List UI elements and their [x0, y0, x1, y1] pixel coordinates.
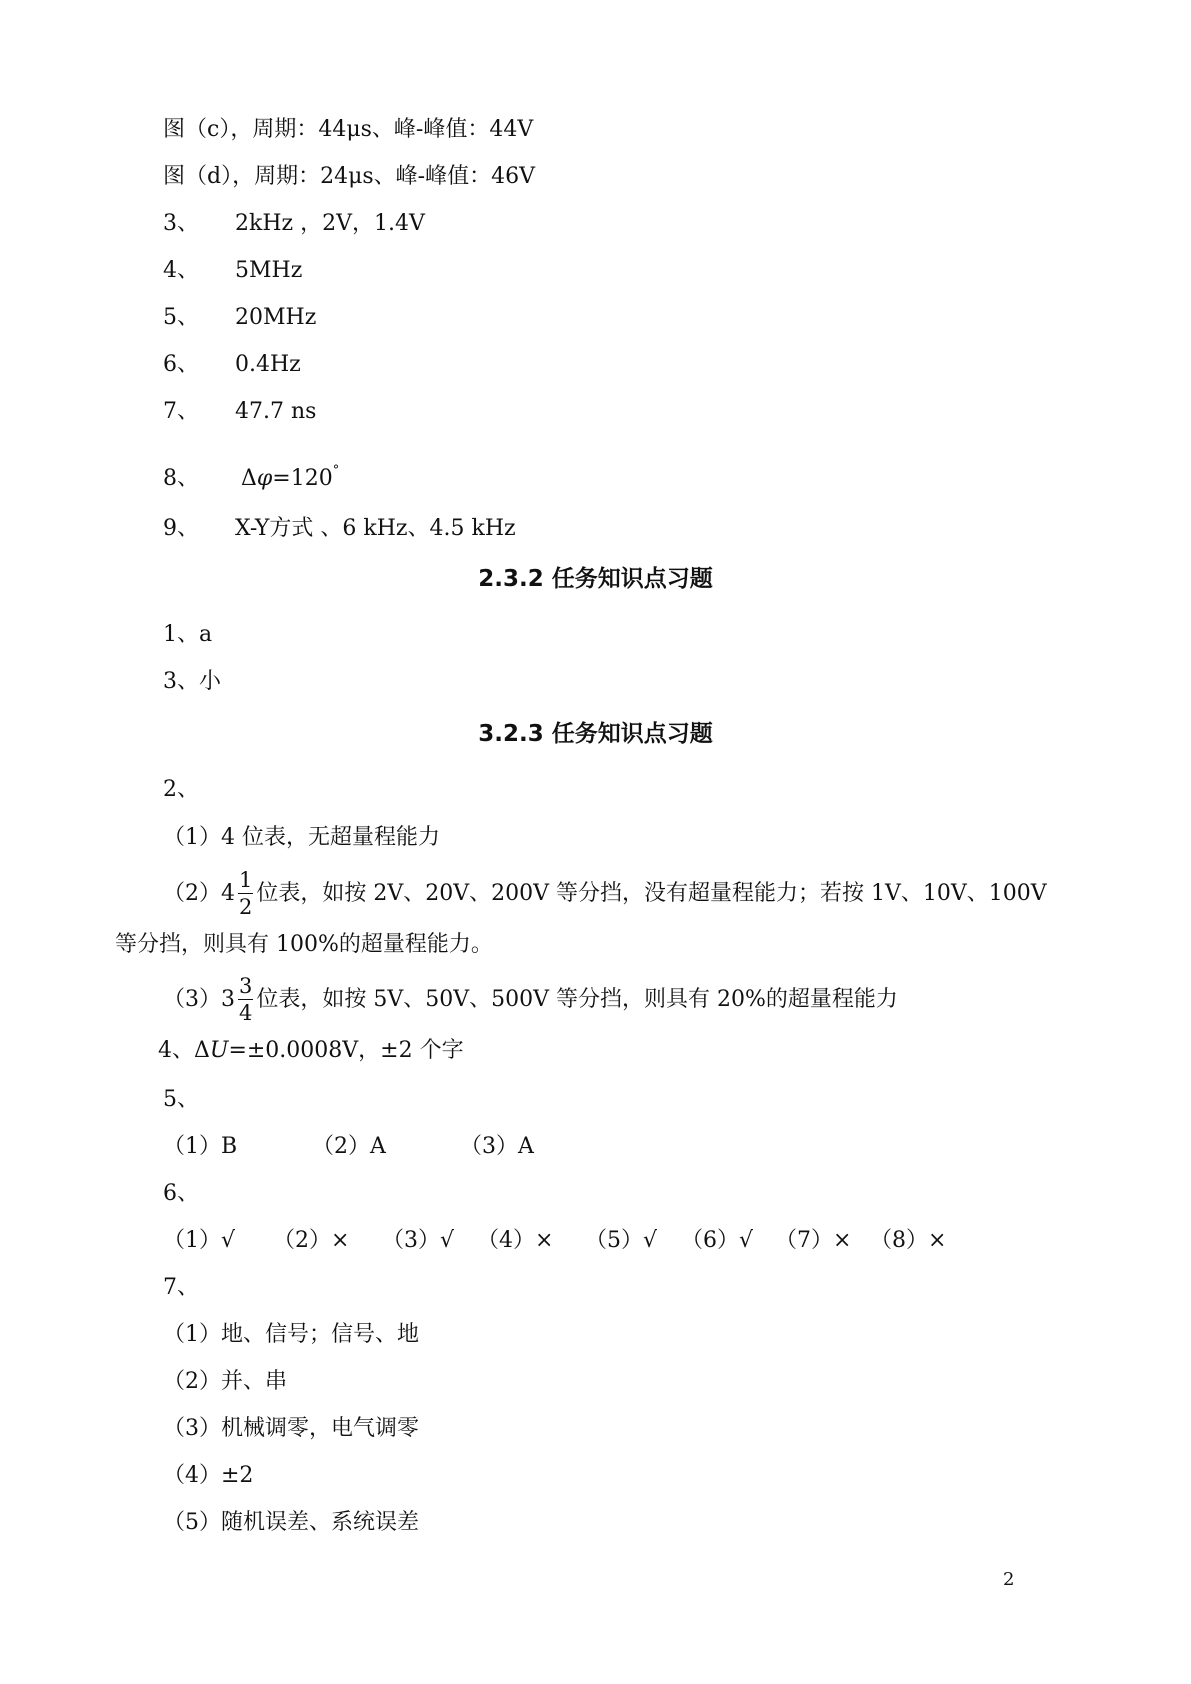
item-text: X-Y方式 、6 kHz、4.5 kHz: [235, 516, 516, 541]
answer-item-9: [163, 516, 516, 542]
question-2: 2、: [163, 777, 199, 802]
answer-6-2: （2）×: [273, 1228, 350, 1253]
item-number: 5、: [163, 305, 199, 330]
fraction-denominator: 4: [239, 1001, 253, 1025]
answer-2-1: （1）4 位表，无超量程能力: [163, 825, 440, 850]
answer-6-6: （6）√: [681, 1228, 754, 1253]
variable-u: U: [209, 1038, 229, 1063]
item-number: 6、: [163, 352, 199, 377]
answer-item-7: [163, 399, 316, 425]
answer-item-3: [163, 211, 425, 237]
fraction-numerator: 1: [239, 868, 253, 892]
fraction-denominator: 2: [239, 895, 253, 919]
item-text: 2kHz ，2V，1.4V: [235, 211, 425, 236]
answer-5-3: （3）A: [460, 1134, 534, 1159]
answer-6-1: （1）√: [163, 1228, 236, 1253]
answer-2-3-text: 位表，如按 5V、50V、500V 等分挡，则具有 20%的超量程能力: [256, 987, 898, 1012]
answer-line-c: 图（c），周期：44μs、峰-峰值：44V: [163, 117, 534, 142]
section-heading-3-2-3: 3.2.3 任务知识点习题: [478, 721, 713, 747]
answer-2-2: [163, 867, 1047, 921]
answer-4-prefix: 4、Δ: [158, 1038, 210, 1063]
item-text: 20MHz: [235, 305, 317, 330]
item-number: 7、: [163, 399, 199, 424]
phi-symbol: φ: [256, 466, 273, 491]
answers-6: [163, 1228, 946, 1254]
item-text: 47.7 ns: [235, 399, 317, 424]
answer-2-2-continued: 等分挡，则具有 100%的超量程能力。: [115, 932, 493, 957]
answer-item-4: [163, 258, 302, 284]
section-heading-2-3-2: 2.3.2 任务知识点习题: [478, 566, 713, 592]
answer-item-6: [163, 352, 301, 378]
answers-5: [163, 1134, 534, 1160]
answer-7-3: （3）机械调零，电气调零: [163, 1416, 419, 1441]
answer-2-3: [163, 973, 898, 1027]
question-6: 6、: [163, 1181, 199, 1206]
answer-item-8: [163, 458, 339, 492]
item-number: 4、: [163, 258, 199, 283]
answer-7-4: （4）±2: [163, 1463, 254, 1488]
delta-symbol: Δ: [241, 466, 257, 491]
answer-2-2-prefix: （2）4: [163, 881, 235, 906]
answer-6-4: （4）×: [477, 1228, 554, 1253]
item-number: 9、: [163, 516, 199, 541]
answer-line-d: 图（d），周期：24μs、峰-峰值：46V: [163, 164, 535, 189]
question-5: 5、: [163, 1087, 199, 1112]
fraction-three-quarters: [238, 976, 253, 1024]
item-number: 3、: [163, 211, 199, 236]
answer-2-3-prefix: （3）3: [163, 987, 235, 1012]
question-7: 7、: [163, 1275, 199, 1300]
answer-7-2: （2）并、串: [163, 1369, 287, 1394]
answer-4-text: =±0.0008V，±2 个字: [228, 1038, 464, 1063]
item-text: 5MHz: [235, 258, 303, 283]
answer-6-7: （7）×: [775, 1228, 852, 1253]
answer-4: [158, 1038, 464, 1064]
answer-2-2-text: 位表，如按 2V、20V、200V 等分挡，没有超量程能力；若按 1V、10V、100V: [256, 881, 1047, 906]
answer-5-2: （2）A: [312, 1134, 386, 1159]
page-number: 2: [1003, 1569, 1015, 1590]
item-number: 8、: [163, 466, 199, 491]
answer-5-1: （1）B: [163, 1134, 238, 1159]
fraction-numerator: 3: [239, 974, 253, 998]
degree-symbol: °: [332, 463, 340, 478]
phase-value: =120: [272, 466, 333, 491]
answer-6-5: （5）√: [585, 1228, 658, 1253]
fraction-one-half: [238, 870, 253, 918]
answer-7-5: （5）随机误差、系统误差: [163, 1510, 419, 1535]
item-text: 0.4Hz: [235, 352, 301, 377]
answer-sec1-3: 3、小: [163, 669, 221, 694]
answer-item-5: [163, 305, 316, 331]
answer-6-3: （3）√: [382, 1228, 455, 1253]
answer-6-8: （8）×: [870, 1228, 947, 1253]
answer-sec1-1: 1、a: [163, 622, 213, 647]
answer-7-1: （1）地、信号；信号、地: [163, 1322, 419, 1347]
